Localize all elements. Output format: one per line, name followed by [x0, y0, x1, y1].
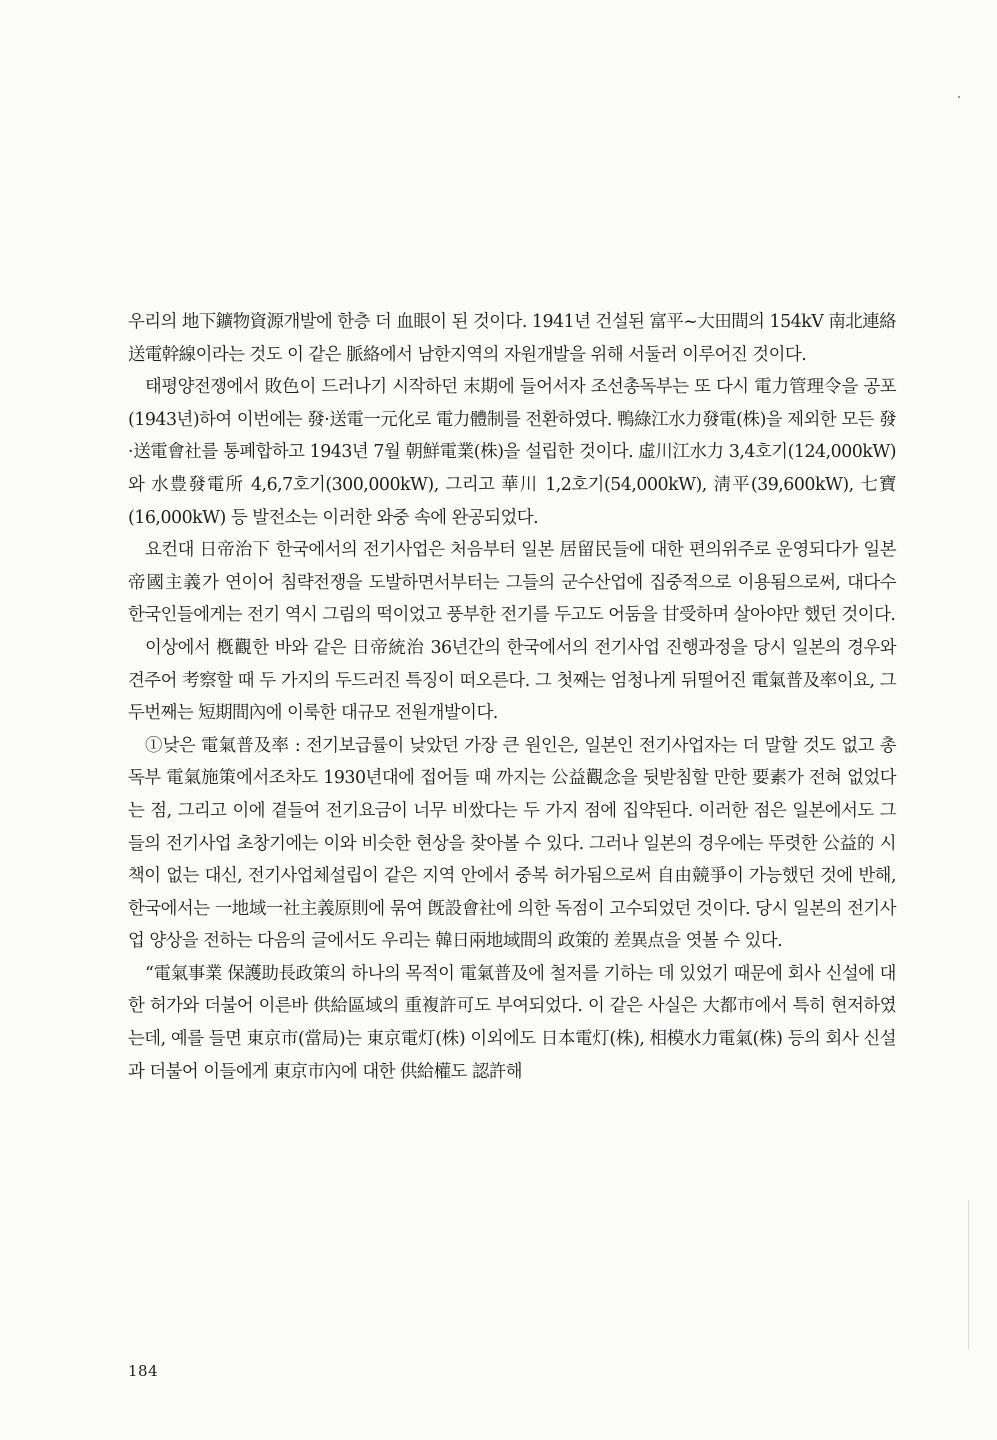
body-text	[128, 306, 896, 1088]
paragraph-1: 우리의 地下鑛物資源개발에 한층 더 血眼이 된 것이다. 1941년 건설된 富平~大田間의 154kV 南北連絡送電幹線이라는 것도 이 같은 脈絡에서 남한지역의 자원개발을 위해 서둘러 이루어진 것이다.	[128, 312, 896, 365]
paragraph-5: ①낮은 電氣普及率 : 전기보급률이 낮았던 가장 큰 원인은, 일본인 전기사업자는 더 말할 것도 없고 총독부 電氣施策에서조차도 1930년대에 접어들 때 까지는 公益觀念을 뒷받침할 만한 要素가 전혀 없었다는 점, 그리고 이에 곁들여 전기요금이 너무 비쌌다는 두 가지 점에 집약된다. 이러한 점은 일본에서도 그들의 전기사업 초창기에는 이와 비슷한 현상을 찾아볼 수 있다. 그러나 일본의 경우에는 뚜렷한 公益的 시책이 없는 대신, 전기사업체설립이 같은 지역 안에서 중복 허가됨으로써 自由競爭이 가능했던 것에 반해, 한국에서는 一地域一社主義原則에 묶여 旣設會社에 의한 독점이 고수되었던 것이다. 당시 일본의 전기사업 양상을 전하는 다음의 글에서도 우리는 韓日兩地域間의 政策的 差異点을 엿볼 수 있다.	[128, 735, 896, 952]
paragraph-3: 요컨대 日帝治下 한국에서의 전기사업은 처음부터 일본 居留民들에 대한 편의위주로 운영되다가 일본 帝國主義가 연이어 침략전쟁을 도발하면서부터는 그들의 군수산업에 집중적으로 이용됨으로써, 대다수 한국인들에게는 전기 역시 그림의 떡이었고 풍부한 전기를 두고도 어둠을 甘受하며 살아야만 했던 것이다.	[128, 540, 896, 626]
paragraph-2: 태평양전쟁에서 敗色이 드러나기 시작하던 末期에 들어서자 조선총독부는 또 다시 電力管理令을 공포(1943년)하여 이번에는 發·送電一元化로 電力體制를 전환하였다. 鴨綠江水力發電(株)을 제외한 모든 發·送電會社를 통폐합하고 1943년 7월 朝鮮電業(株)을 설립한 것이다. 虛川江水力 3,4호기(124,000kW)와 水豊發電所 4,6,7호기(300,000kW), 그리고 華川 1,2호기(54,000kW), 淸平(39,600kW), 七寶(16,000kW) 등 발전소는 이러한 와중 속에 완공되었다.	[128, 377, 896, 528]
page-number: 184	[128, 1362, 159, 1380]
margin-mark	[968, 1200, 969, 1350]
paragraph-4: 이상에서 槪觀한 바와 같은 日帝統治 36년간의 한국에서의 전기사업 진행과정을 당시 일본의 경우와 견주어 考察할 때 두 가지의 두드러진 특징이 떠오른다. 그 첫째는 엄청나게 뒤떨어진 電氣普及率이요, 그 두번째는 短期間內에 이룩한 대규모 전원개발이다.	[128, 637, 896, 724]
paragraph-6: “電氣事業 保護助長政策의 하나의 목적이 電氣普及에 철저를 기하는 데 있었기 때문에 회사 신설에 대한 허가와 더불어 이른바 供給區域의 重複許可도 부여되었다. 이 같은 사실은 大都市에서 특히 현저하였는데, 예를 들면 東京市(當局)는 東京電灯(株) 이외에도 日本電灯(株), 相模水力電氣(株) 등의 회사 신설과 더불어 이들에게 東京市內에 대한 供給權도 認許해	[128, 963, 896, 1082]
page-speck	[958, 96, 960, 98]
